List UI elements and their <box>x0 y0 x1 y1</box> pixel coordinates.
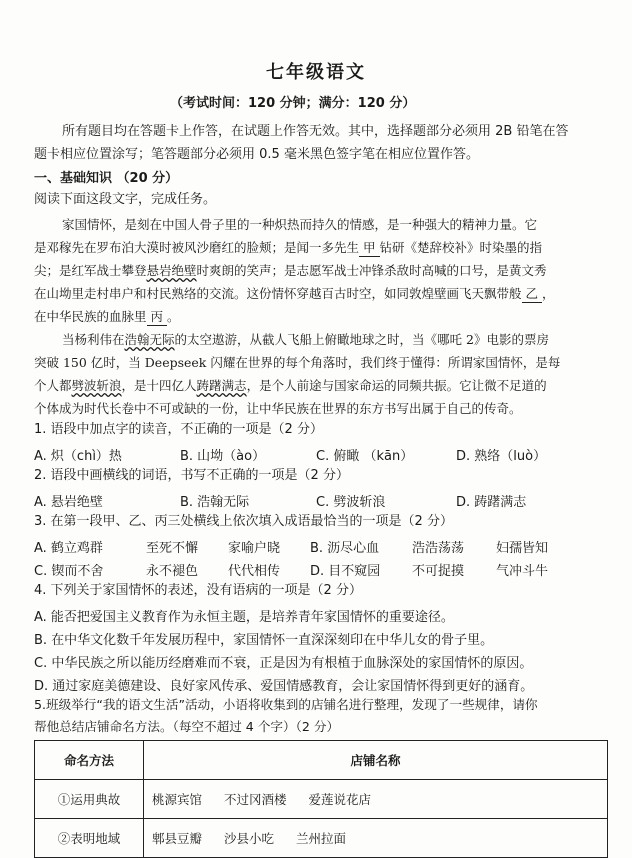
question-2-stem: 2. 语段中画横线的词语，书写不正确的一项是（2 分） <box>34 468 349 483</box>
question-5-stem-line-2: 帮他总结店铺命名方法。（每空不超过 4 个字）（2 分） <box>34 719 340 734</box>
shop-name: 爱莲说花店 <box>308 792 372 807</box>
question-3-option-a[interactable]: A. 鹤立鸡群 <box>34 541 103 556</box>
question-5-stem-line-1: 5.班级举行“我的语文生活”活动，小语将收集到的店铺名进行整理，发现了一些规律，请你 <box>34 697 538 712</box>
exam-meta: （考试时间：120 分钟；满分：120 分） <box>170 96 416 111</box>
passage-p1-line-5 <box>34 307 180 326</box>
passage-text: ，是个人前途与国家命运的同频共振。它让微不足道的 <box>246 378 547 393</box>
question-3-option-d[interactable]: D. 目不窥园 <box>310 564 381 579</box>
shop-name: 兰州拉面 <box>296 831 347 846</box>
method-cell: ②表明地域 <box>35 819 144 858</box>
passage-text: 是邓稼先在罗布泊大漠时被风沙磨红的脸颊；是闻一多先生 <box>34 240 360 255</box>
table-row <box>35 780 608 819</box>
passage-p2-line-1 <box>62 330 549 348</box>
question-4-option-a[interactable]: A. 能否把爱国主义教育作为永恒主题，是培养青年家国情怀的重要途径。 <box>34 610 454 625</box>
method-cell: ①运用典故 <box>35 780 144 819</box>
shop-name: 桃源宾馆 <box>152 792 203 807</box>
question-2-option-a[interactable]: A. 悬岩绝壁 <box>34 495 103 510</box>
question-1-stem: 1. 语段中加点字的读音，不正确的一项是（2 分） <box>34 422 323 437</box>
wavy-word-2: 浩翰无际 <box>124 332 175 347</box>
table-header-method: 命名方法 <box>35 741 144 780</box>
passage-p1-line-3 <box>34 261 547 279</box>
shops-cell <box>144 819 608 858</box>
question-3-option-b-word-3: 妇孺皆知 <box>496 541 549 556</box>
passage-p1-line-4 <box>34 284 555 303</box>
question-4-option-c[interactable]: C. 中华民族之所以能历经磨难而不衰，正是因为有根植于血脉深处的家国情怀的原因。 <box>34 656 533 671</box>
question-2-option-c[interactable]: C. 劈波斩浪 <box>316 495 386 510</box>
question-1-option-a[interactable]: A. 炽（chì）热 <box>34 449 122 464</box>
passage-text: 个人都 <box>34 378 72 393</box>
question-4-stem: 4. 下列关于家国情怀的表述，没有语病的一项是（2 分） <box>34 583 362 598</box>
question-3-option-a-word-2: 至死不懈 <box>146 541 199 556</box>
exam-title: 七年级语文 <box>266 62 366 83</box>
question-4-option-b[interactable]: B. 在中华文化数千年发展历程中，家国情怀一直深深刻印在中华儿女的骨子里。 <box>34 633 494 648</box>
passage-text: 在山坳里走村串户和村民熟络的交流。这份情怀穿越百古时空，如同敦煌壁画飞天飘带般 <box>34 286 522 301</box>
blank-yi: 乙 <box>522 284 543 303</box>
question-3-option-d-word-3: 气冲斗牛 <box>496 564 549 579</box>
table-row <box>35 819 608 858</box>
question-1-option-b[interactable]: B. 山坳（ào） <box>180 449 266 464</box>
blank-jia: 甲 <box>359 238 380 257</box>
question-3-option-c[interactable]: C. 锲而不舍 <box>34 564 104 579</box>
question-3-option-d-word-2: 不可捉摸 <box>412 564 465 579</box>
question-1-option-c[interactable]: C. 俯瞰 （kān） <box>316 449 414 464</box>
passage-p2-line-2: 突破 150 亿时，当 Deepseek 闪耀在世界的每个角落时，我们终于懂得：所谓家国情怀，是每 <box>34 355 561 370</box>
blank-bing: 丙 <box>147 307 168 326</box>
passage-text: ，是十四亿人 <box>121 378 197 393</box>
question-3-option-c-word-2: 永不褪色 <box>146 564 199 579</box>
passage-text: 在中华民族的血脉里 <box>34 309 147 324</box>
shop-name: 不过冈酒楼 <box>224 792 287 807</box>
passage-text: 。 <box>167 309 180 324</box>
passage-p1-line-2 <box>34 238 542 257</box>
passage-text: 当杨利伟在 <box>62 332 125 347</box>
question-3-stem: 3. 在第一段甲、乙、丙三处横线上依次填入成语最恰当的一项是（2 分） <box>34 514 453 529</box>
wavy-word-1: 悬岩绝壁 <box>146 263 197 278</box>
question-1-option-d[interactable]: D. 熟络（luò） <box>456 449 547 464</box>
instructions-line-1: 所有题目均在答题卡上作答，在试题上作答无效。其中，选择题部分必须用 2B 铅笔在答 <box>62 124 569 139</box>
question-3-option-b[interactable]: B. 沥尽心血 <box>310 541 380 556</box>
question-3-option-b-word-2: 浩浩荡荡 <box>412 541 465 556</box>
passage-p1-line-1: 家国情怀，是刻在中国人骨子里的一种炽热而持久的情感，是一种强大的精神力量。它 <box>62 217 538 232</box>
question-2-option-b[interactable]: B. 浩翰无际 <box>180 495 250 510</box>
passage-text: 的太空遨游，从截人飞船上俯瞰地球之时，当《哪吒 2》电影的票房 <box>174 332 549 347</box>
question-4-option-d[interactable]: D. 通过家庭美德建设、良好家风传承、爱国情感教育，会让家国情怀得到更好的涵育。 <box>34 679 534 694</box>
passage-text: 时爽朗的笑声；是志愿军战士冲锋杀敌时高喊的口号，是黄文秀 <box>196 263 547 278</box>
passage-p2-line-4: 个体成为时代长卷中不可或缺的一份，让中华民族在世界的东方书写出属于自己的传奇。 <box>34 401 522 416</box>
wavy-word-4: 踌躇满志 <box>196 378 247 393</box>
passage-text: 尖；是红军战士攀登 <box>34 263 147 278</box>
wavy-word-3: 劈波斩浪 <box>71 378 122 393</box>
question-3-option-a-word-3: 家喻户晓 <box>228 541 281 556</box>
shop-name: 沙县小吃 <box>224 831 275 846</box>
shop-name: 郫县豆瓣 <box>152 831 203 846</box>
question-2-option-d[interactable]: D. 踌躇满志 <box>456 495 527 510</box>
instructions-line-2: 题卡相应位置涂写；笔答题部分必须用 0.5 毫米黑色签字笔在相应位置作答。 <box>34 147 479 162</box>
passage-p2-line-3 <box>34 376 547 394</box>
shops-cell <box>144 780 608 819</box>
question-3-option-c-word-3: 代代相传 <box>228 564 281 579</box>
section-heading: 一、基础知识 （20 分） <box>34 171 179 186</box>
table-header-row <box>35 741 608 780</box>
table-header-shops: 店铺名称 <box>144 741 608 780</box>
section-intro: 阅读下面这段文字，完成任务。 <box>34 192 217 207</box>
passage-text: ， <box>542 286 555 301</box>
shop-name-table <box>34 740 608 858</box>
passage-text: 钻研《楚辞校补》时染墨的指 <box>379 240 543 255</box>
